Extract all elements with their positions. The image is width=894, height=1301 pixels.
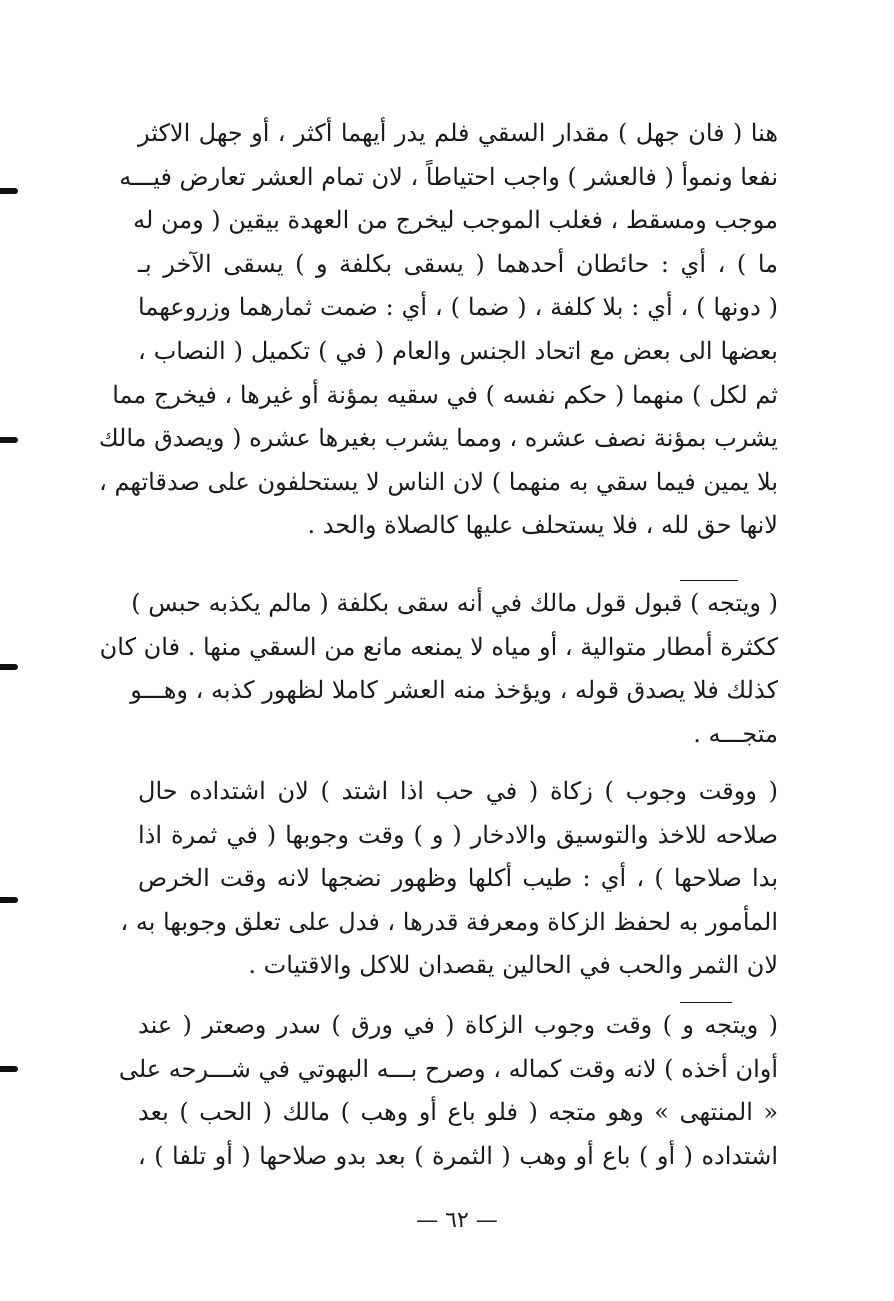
text-line: ما ) ، أي : حائطان أحدهما ( يسقى بكلفة و ) يسقى الآخر بـ (138, 249, 778, 278)
paragraph (120, 770, 778, 988)
text-line: بدا صلاحها ) ، أي : طيب أكلها وظهور نضجها لانه وقت الخرص (138, 864, 778, 893)
text-line: بعضها الى بعض مع اتحاد الجنس والعام ( في ) تكميل ( النصاب ، (138, 336, 778, 365)
text-line: ( ويتجه ) قبول قول مالك في أنه سقى بكلفة ( مالم يكذبه حبس ) (131, 589, 778, 617)
binding-mark (0, 188, 18, 194)
binding-mark (0, 437, 18, 443)
text-line: أوان أخذه ) لانه وقت كماله ، وصرح بـــه البهوتي في شـــرحه على (118, 1054, 778, 1083)
binding-mark (0, 1066, 18, 1072)
text-line: اشتداده ( أو ) باع أو وهب ( الثمرة ) بعد بدو صلاحها ( أو تلفا ) ، (138, 1141, 778, 1170)
text-line: ثم لكل ) منهما ( حكم نفسه ) في سقيه بمؤنة أو غيرها ، فيخرج مما (112, 380, 778, 409)
page-number: — ٦٢ — (416, 1208, 498, 1233)
text-line: صلاحه للاخذ والتوسيق والادخار ( و ) وقت وجوبها ( في ثمرة اذا (138, 820, 778, 849)
paragraph (98, 112, 778, 548)
text-line: موجب ومسقط ، فغلب الموجب ليخرج من العهدة بيقين ( ومن له (133, 206, 778, 235)
text-line: ( ويتجه و ) وقت وجوب الزكاة ( في ورق ) سدر وصعتر ( عند (138, 1011, 778, 1039)
term-overline (680, 1002, 732, 1003)
text-line: « المنتهى » وهو متجه ( فلو باع أو وهب ) مالك ( الحب ) بعد (138, 1098, 778, 1127)
text-line: بلا يمين فيما سقي به منهما ) لان الناس لا يستحلفون على صدقاتهم ، (99, 467, 778, 496)
binding-mark (0, 897, 18, 903)
text-line: لان الثمر والحب في الحالين يقصدان للاكل والاقتيات . (248, 951, 778, 980)
text-line: المأمور به لحفظ الزكاة ومعرفة قدرها ، فدل على تعلق وجوبها به ، (120, 907, 778, 936)
text-line: متجـــه . (693, 719, 778, 748)
text-line: نفعا ونموأ ( فالعشر ) واجب احتياطاً ، لان تمام العشر تعارض فيـــه (119, 162, 778, 191)
text-line: كذلك فلا يصدق قوله ، ويؤخذ منه العشر كاملا لظهور كذبه ، وهـــو (130, 676, 778, 705)
text-line: يشرب بمؤنة نصف عشره ، ومما يشرب بغيرها عشره ( ويصدق مالك (98, 424, 778, 453)
text-line: هنا ( فان جهل ) مقدار السقي فلم يدر أيهما أكثر ، أو جهل الاكثر (138, 119, 778, 147)
paragraph (99, 582, 778, 756)
text-line: لانها حق لله ، فلا يستحلف عليها كالصلاة والحد . (307, 511, 778, 540)
text-line: ( ووقت وجوب ) زكاة ( في حب اذا اشتد ) لان اشتداده حال (138, 777, 778, 805)
text-line: ( دونها ) ، أي : بلا كلفة ، ( ضما ) ، أي : ضمت ثمارهما وزروعهما (138, 293, 778, 322)
text-line: ككثرة أمطار متوالية ، أو مياه لا يمنعه مانع من السقي منها . فان كان (99, 632, 778, 661)
term-overline (680, 580, 738, 581)
paragraph (118, 1004, 778, 1178)
binding-mark (0, 664, 18, 670)
